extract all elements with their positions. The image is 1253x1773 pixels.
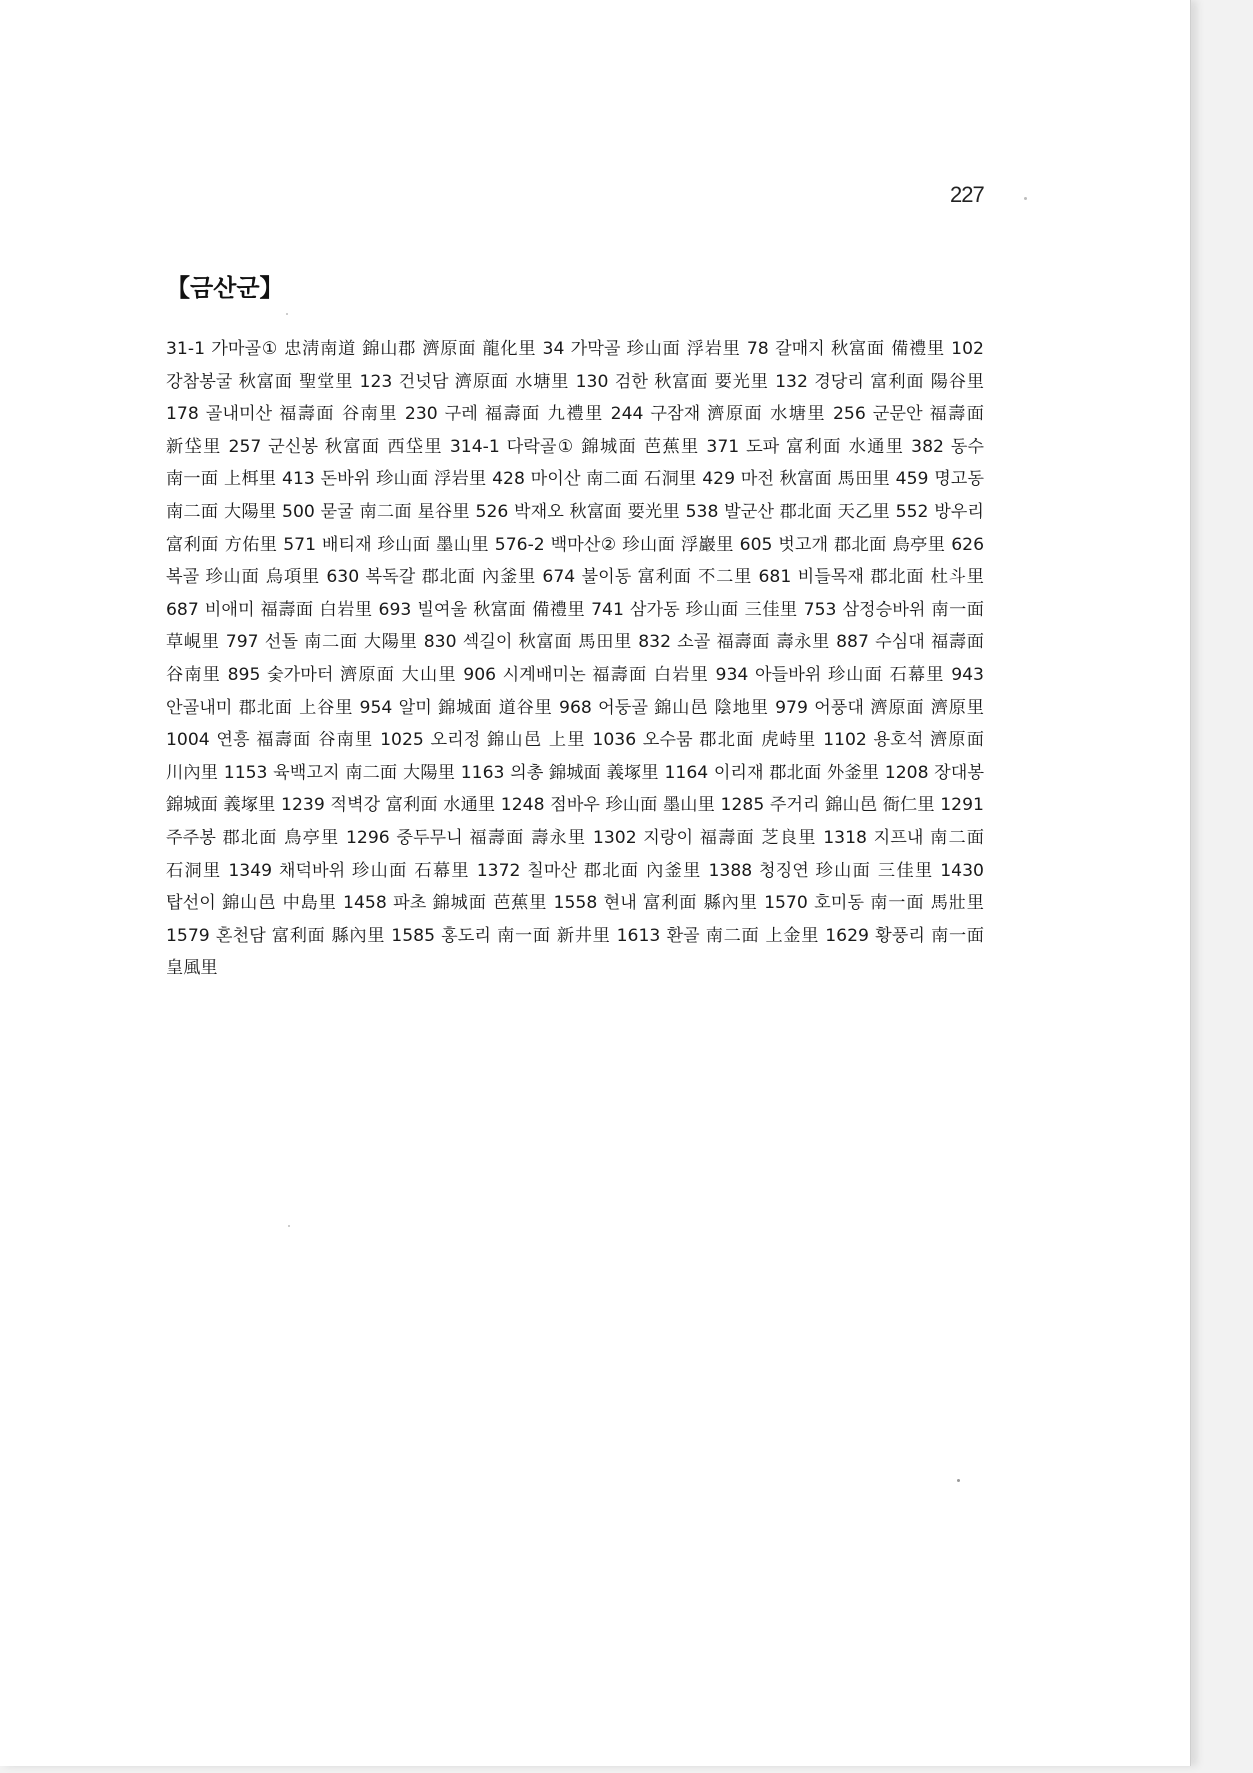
- scan-speck: [286, 313, 288, 315]
- scan-speck: [1024, 197, 1027, 200]
- page-number: 227: [950, 182, 984, 207]
- body-text: 31-1 가마골① 忠淸南道 錦山郡 濟原面 龍化里 34 가막골 珍山面 浮岩里 78 갈매지 秋富面 備禮里 102 강참봉굴 秋富面 聖堂里 123 건넛담 濟原面 水塘里 130 검한 秋富面 要光里 132 경당리 富利面 陽谷里 178 골내미산 福壽面 谷南里 230 구레 福壽面 九禮里 244 구잠재 濟原面 水塘里 256 군문안 福壽面 新垈里 257 군신봉 秋富面 西垈里 314-1 다락골① 錦城面 芭蕉里 371 도파 富利面 水通里 382 동수 南一面 上栮里 413 돈바위 珍山面 浮岩里 428 마이산 南二面 石洞里 429 마전 秋富面 馬田里 459 명고동 南二面 大陽里 500 묻굴 南二面 星谷里 526 박재오 秋富面 要光里 538 발군산 郡北面 天乙里 552 방우리 富利面 方佑里 571 배티재 珍山面 墨山里 576-2 백마산② 珍山面 浮巖里 605 벗고개 郡北面 鳥亭里 626 복골 珍山面 烏項里 630 복독갈 郡北面 內釜里 674 불이동 富利面 不二里 681 비들목재 郡北面 杜斗里 687 비애미 福壽面 白岩里 693 빌여울 秋富面 備禮里 741 삼가동 珍山面 三佳里 753 삼정승바위 南一面 草峴里 797 선돌 南二面 大陽里 830 섹길이 秋富面 馬田里 832 소골 福壽面 壽永里 887 수심대 福壽面 谷南里 895 숯가마터 濟原面 大山里 906 시계배미논 福壽面 白岩里 934 아들바위 珍山面 石幕里 943 안골내미 郡北面 上谷里 954 알미 錦城面 道谷里 968 어둥골 錦山邑 陰地里 979 어풍대 濟原面 濟原里 1004 연흥 福壽面 谷南里 1025 오리정 錦山邑 上里 1036 오수뭄 郡北面 虎峙里 1102 용호석 濟原面 川內里 1153 육백고지 南二面 大陽里 1163 의총 錦城面 義塚里 1164 이리재 郡北面 外釜里 1208 장대봉 錦城面 義塚里 1239 적벽강 富利面 水通里 1248 점바우 珍山面 墨山里 1285 주거리 錦山邑 衙仁里 1291 주주봉 郡北面 鳥亭里 1296 중두무니 福壽面 壽永里 1302 지랑이 福壽面 芝良里 1318 지프내 南二面 石洞里 1349 채덕바위 珍山面 石幕里 1372 칠마산 郡北面 內釜里 1388 청징연 珍山面 三佳里 1430 탑선이 錦山邑 中島里 1458 파초 錦城面 芭蕉里 1558 현내 富利面 縣內里 1570 호미동 南一面 馬壯里 1579 혼천담 富利面 縣內里 1585 홍도리 南一面 新井里 1613 환골 南二面 上金里 1629 황풍리 南一面 皇風里: [166, 339, 984, 979]
- section-title: 【금산군】: [166, 274, 284, 302]
- scan-speck: [957, 1479, 960, 1482]
- scan-speck: [288, 1225, 290, 1227]
